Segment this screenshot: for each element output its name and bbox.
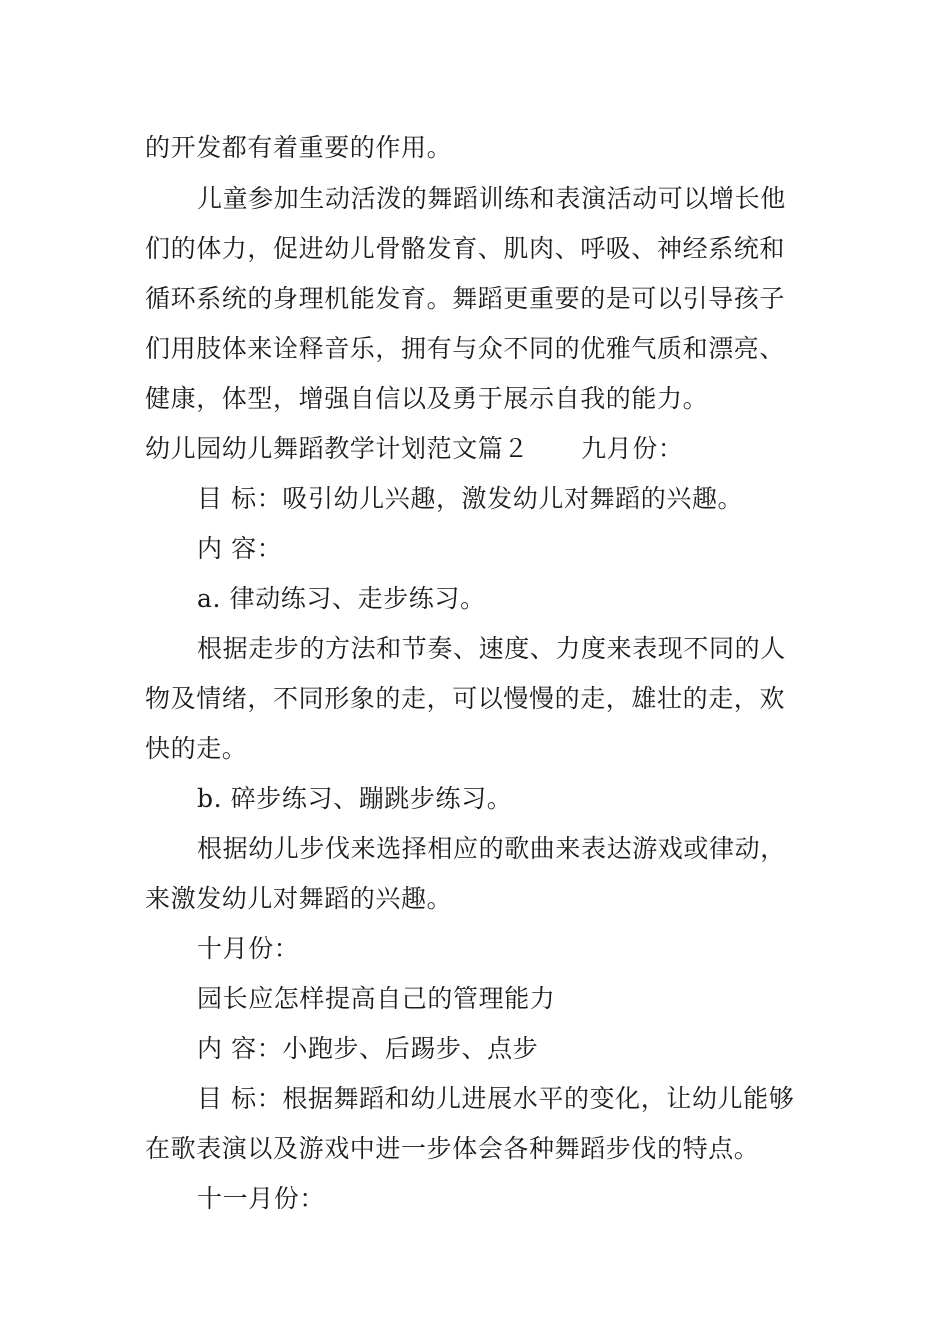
paragraph-line: 健康，体型，增强自信以及勇于展示自我的能力。 [145,384,709,413]
paragraph-line: 物及情绪，不同形象的走，可以慢慢的走，雄壮的走，欢 [145,684,786,713]
paragraph-line: 园长应怎样提高自己的管理能力 [197,984,556,1013]
paragraph-line: 们用肢体来诠释音乐，拥有与众不同的优雅气质和漂亮、 [145,334,786,363]
paragraph-line: 来激发幼儿对舞蹈的兴趣。 [145,884,453,913]
paragraph-line: a. 律动练习、走步练习。 [197,584,486,613]
paragraph-line: 目 标：根据舞蹈和幼儿进展水平的变化，让幼儿能够 [197,1084,795,1113]
section-month: 九月份： [581,434,684,463]
paragraph-line: 目 标：吸引幼儿兴趣，激发幼儿对舞蹈的兴趣。 [197,484,744,513]
section-title: 幼儿园幼儿舞蹈教学计划范文篇２ [145,434,530,463]
paragraph-line: 内 容：小跑步、后踢步、点步 [197,1034,539,1063]
section-heading [145,432,825,466]
paragraph-line: 根据幼儿步伐来选择相应的歌曲来表达游戏或律动， [197,834,786,863]
paragraph-line: 根据走步的方法和节奏、速度、力度来表现不同的人 [197,634,786,663]
paragraph-line: 的开发都有着重要的作用。 [145,133,453,162]
paragraph-line: 们的体力，促进幼儿骨骼发育、肌肉、呼吸、神经系统和 [145,234,786,263]
paragraph-line: 十月份： [197,934,300,963]
paragraph-line: b. 碎步练习、蹦跳步练习。 [197,784,513,813]
paragraph-line: 儿童参加生动活泼的舞蹈训练和表演活动可以增长他 [197,184,786,213]
paragraph-line: 快的走。 [145,734,248,763]
paragraph-line: 在歌表演以及游戏中进一步体会各种舞蹈步伐的特点。 [145,1134,760,1163]
paragraph-line: 循环系统的身理机能发育。舞蹈更重要的是可以引导孩子 [145,284,786,313]
paragraph-line: 内 容： [197,534,283,563]
paragraph-line: 十一月份： [197,1184,326,1213]
